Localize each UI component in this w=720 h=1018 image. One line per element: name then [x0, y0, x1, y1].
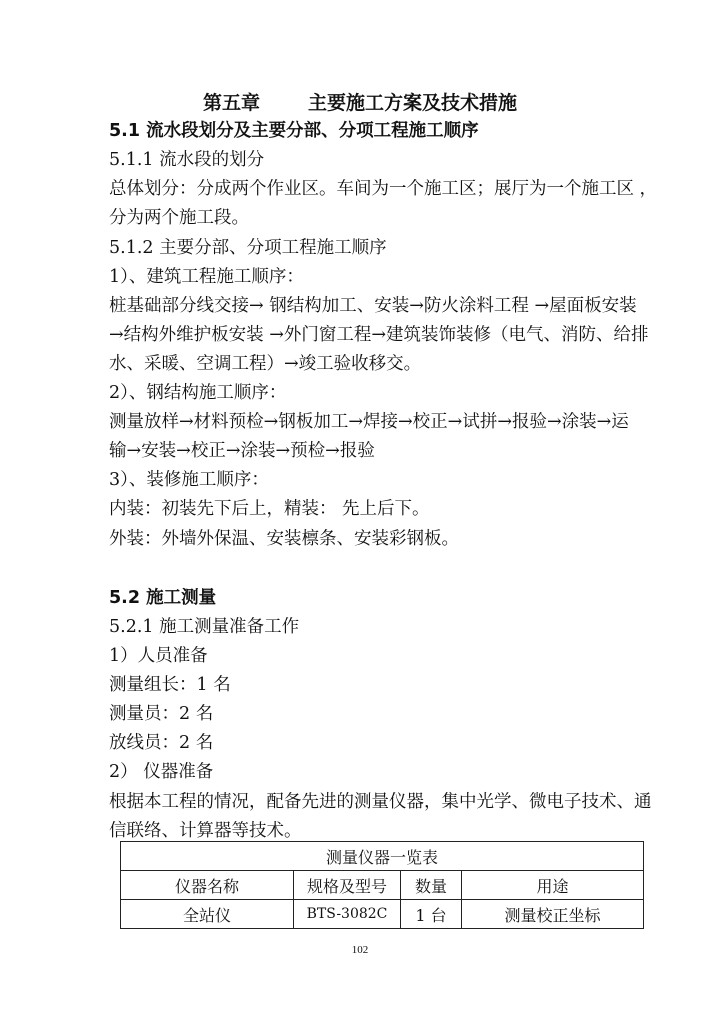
paragraph-line: 总体划分：分成两个作业区。车间为一个施工区；展厅为一个施工区 ， [109, 179, 658, 199]
list-heading: 1）人员准备 [109, 646, 208, 666]
table-cell: 全站仪 [121, 900, 294, 929]
list-heading: 1）、建筑工程施工顺序： [109, 267, 304, 287]
table-caption: 测量仪器一览表 [121, 842, 644, 871]
chapter-name: 主要施工方案及技术措施 [308, 92, 518, 114]
list-heading: 2）、钢结构施工顺序： [109, 383, 287, 403]
table-header-cell: 用途 [462, 871, 644, 900]
table-header-row [121, 871, 644, 900]
table-cell: BTS-3082C [294, 900, 401, 929]
paragraph-line: 根据本工程的情况，配备先进的测量仪器，集中光学、微电子技术、通 [109, 792, 652, 812]
list-heading: 3）、装修施工顺序： [109, 470, 269, 490]
section-heading-5-1: 5.1 流水段划分及主要分部、分项工程施工顺序 [109, 121, 479, 141]
table-header-cell: 数量 [401, 871, 462, 900]
subsection-heading-5-2-1: 5.2.1 施工测量准备工作 [109, 617, 300, 637]
paragraph-line: 输→安装→校正→涂装→预检→报验 [109, 441, 375, 461]
page-number: 102 [351, 944, 369, 956]
table-header-cell: 规格及型号 [294, 871, 401, 900]
table-header-cell: 仪器名称 [121, 871, 294, 900]
table-cell: 1 台 [401, 900, 462, 929]
subsection-heading-5-1-1: 5.1.1 流水段的划分 [109, 150, 265, 170]
paragraph-line: 放线员：2 名 [109, 733, 214, 753]
section-heading-5-2: 5.2 施工测量 [109, 588, 217, 608]
instrument-table [120, 841, 644, 929]
subsection-heading-5-1-2: 5.1.2 主要分部、分项工程施工顺序 [109, 238, 387, 258]
table-row [121, 900, 644, 929]
chapter-title [0, 90, 720, 116]
paragraph-line: 内装：初装先下后上，精装： 先上后下。 [109, 499, 430, 519]
paragraph-line: 水、采暖、空调工程）→竣工验收移交。 [109, 354, 422, 374]
paragraph-line: 测量放样→材料预检→钢板加工→焊接→校正→试拼→报验→涂装→运 [109, 412, 629, 432]
table-cell: 测量校正坐标 [462, 900, 644, 929]
paragraph-line: →结构外维护板安装 →外门窗工程→建筑装饰装修（电气、消防、给排 [109, 325, 649, 345]
list-heading: 2） 仪器准备 [109, 762, 214, 782]
paragraph-line: 分为两个施工段。 [109, 208, 249, 228]
paragraph-line: 测量员：2 名 [109, 704, 214, 724]
paragraph-line: 外装：外墙外保温、安装檩条、安装彩钢板。 [109, 529, 459, 549]
paragraph-line: 信联络、计算器等技术。 [109, 821, 302, 841]
paragraph-line: 测量组长：1 名 [109, 675, 231, 695]
chapter-number: 第五章 [202, 92, 260, 114]
paragraph-line: 桩基础部分线交接→ 钢结构加工、安装→防火涂料工程 →屋面板安装 [109, 296, 637, 316]
